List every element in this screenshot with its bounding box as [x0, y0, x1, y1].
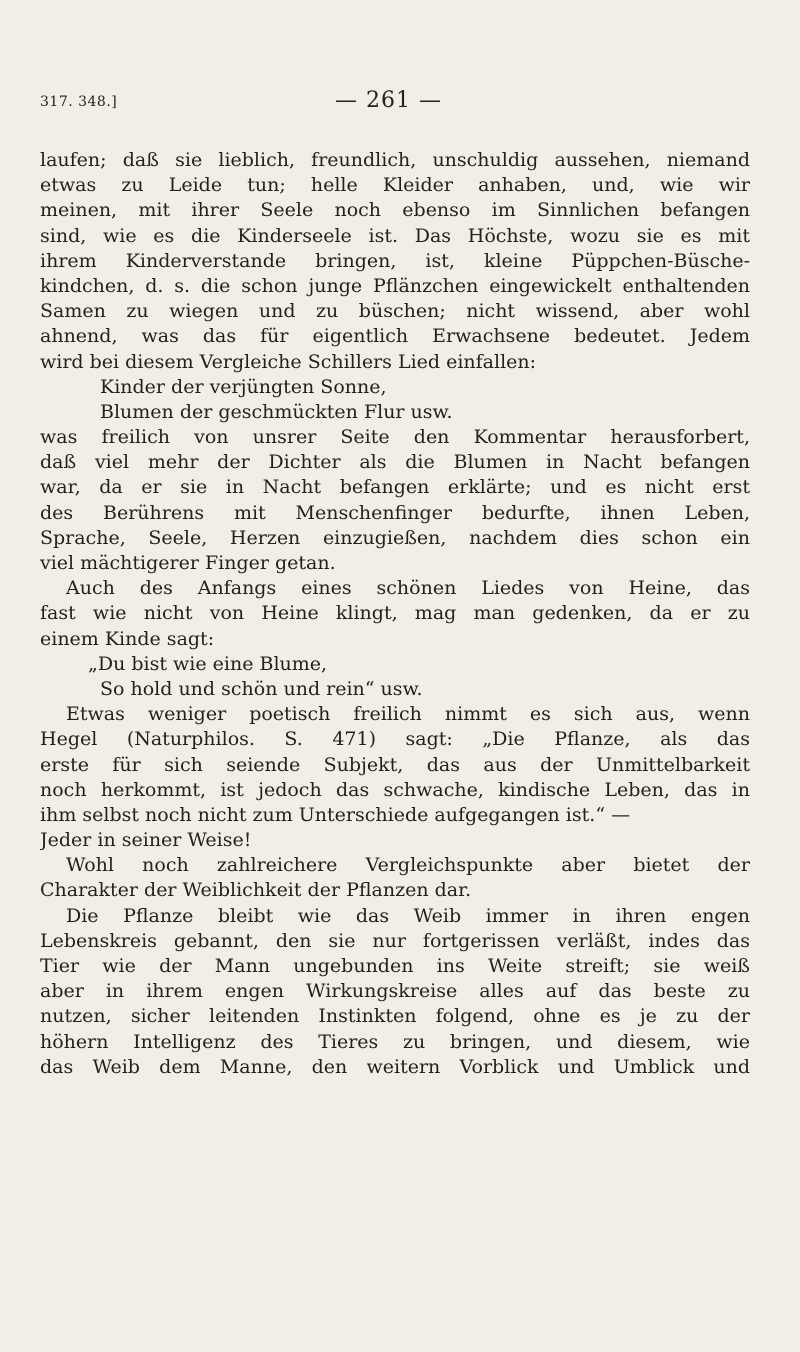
text-line: nutzen, sicher leitenden Instinkten folgend, ohne es je zu der: [40, 1005, 750, 1028]
text-line: Die Pflanze bleibt wie das Weib immer in ihren engen: [66, 904, 750, 927]
text-line: Samen zu wiegen und zu büschen; nicht wissend, aber wohl: [40, 300, 750, 323]
text-line: daß viel mehr der Dichter als die Blumen in Nacht befangen: [40, 451, 750, 474]
text-line: etwas zu Leide tun; helle Kleider anhaben, und, wie wir: [40, 174, 750, 197]
text-line: laufen; daß sie lieblich, freundlich, unschuldig aussehen, niemand: [40, 149, 750, 171]
page-header: [40, 88, 740, 118]
text-line: fast wie nicht von Heine klingt, mag man gedenken, da er zu: [40, 602, 750, 625]
text-line: wird bei diesem Vergleiche Schillers Lied einfallen:: [40, 350, 537, 373]
text-line: sind, wie es die Kinderseele ist. Das Höchste, wozu sie es mit: [40, 224, 750, 247]
verse-line: So hold und schön und rein“ usw.: [100, 677, 423, 700]
text-line: Sprache, Seele, Herzen einzugießen, nachdem dies schon ein: [40, 526, 750, 549]
text-line: ihrem Kinderverstande bringen, ist, kleine Püppchen-Büsche-: [40, 249, 750, 272]
text-line: das Weib dem Manne, den weitern Vorblick und Umblick und: [40, 1055, 750, 1078]
text-line: einem Kinde sagt:: [40, 627, 215, 650]
text-line: meinen, mit ihrer Seele noch ebenso im Sinnlichen befangen: [40, 199, 750, 222]
page-number: — 261 —: [335, 88, 442, 113]
text-line: des Berührens mit Menschenfinger bedurfte, ihnen Leben,: [40, 501, 750, 524]
text-line: kindchen, d. s. die schon junge Pflänzchen eingewickelt enthaltenden: [40, 274, 750, 297]
text-line: war, da er sie in Nacht befangen erklärte; und es nicht erst: [40, 476, 750, 499]
text-line: aber in ihrem engen Wirkungskreise alles auf das beste zu: [40, 980, 750, 1003]
section-reference: 317. 348.]: [40, 94, 118, 110]
text-line: Tier wie der Mann ungebunden ins Weite streift; sie weiß: [40, 955, 750, 977]
text-line: ihm selbst noch nicht zum Unterschiede aufgegangen ist.“ —: [40, 803, 631, 826]
text-line: Jeder in seiner Weise!: [40, 829, 252, 852]
text-line: Etwas weniger poetisch freilich nimmt es sich aus, wenn: [66, 703, 750, 726]
verse-line: „Du bist wie eine Blume,: [88, 652, 328, 675]
text-line: ahnend, was das für eigentlich Erwachsene bedeutet. Jedem: [40, 325, 750, 348]
text-line: Wohl noch zahlreichere Vergleichspunkte aber bietet der: [66, 854, 750, 877]
verse-line: Kinder der verjüngten Sonne,: [100, 375, 387, 398]
text-line: Lebenskreis gebannt, den sie nur fortgerissen verläßt, indes das: [40, 929, 750, 952]
text-line: was freilich von unsrer Seite den Kommentar herausforbert,: [40, 426, 750, 449]
text-line: viel mächtigerer Finger getan.: [40, 552, 336, 574]
body-text: [40, 148, 750, 1080]
text-line: erste für sich seiende Subjekt, das aus der Unmittelbarkeit: [40, 753, 750, 776]
text-line: Auch des Anfangs eines schönen Liedes von Heine, das: [66, 577, 750, 600]
text-line: höhern Intelligenz des Tieres zu bringen, und diesem, wie: [40, 1030, 750, 1053]
text-line: Charakter der Weiblichkeit der Pflanzen dar.: [40, 879, 472, 902]
verse-line: Blumen der geschmückten Flur usw.: [100, 400, 453, 423]
text-line: Hegel (Naturphilos. S. 471) sagt: „Die Pflanze, als das: [40, 728, 750, 751]
text-line: noch herkommt, ist jedoch das schwache, kindische Leben, das in: [40, 778, 750, 801]
